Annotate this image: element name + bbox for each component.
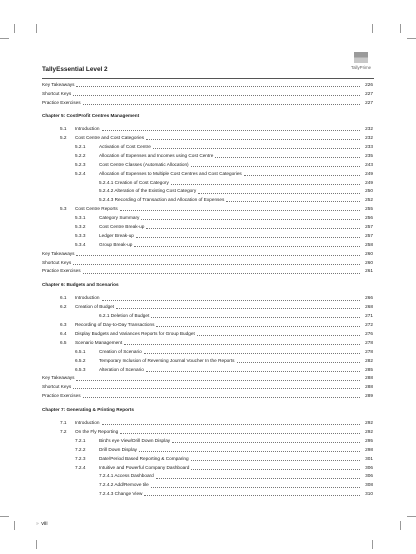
toc-entry-page: 272	[365, 322, 373, 328]
toc-entry	[42, 143, 373, 152]
toc-entry-number: 7.2.2	[75, 446, 86, 452]
toc-entry	[42, 161, 373, 170]
toc-entry-page: 235	[365, 152, 373, 158]
toc-entry	[42, 481, 373, 490]
toc-entry-page: 227	[365, 99, 373, 105]
dot-leader	[139, 451, 360, 452]
dot-leader	[197, 335, 360, 336]
toc-entry-page: 250	[365, 188, 373, 194]
toc-entry	[42, 81, 373, 90]
toc-entry	[42, 250, 373, 259]
toc-entry-title: Cost Centre Classes (Automatic Allocation)	[99, 161, 190, 170]
toc-entry-number: 5.3.3	[75, 232, 86, 238]
dot-leader	[83, 104, 360, 105]
toc-entry	[42, 125, 373, 134]
toc-entry	[42, 99, 373, 108]
dot-leader	[134, 246, 360, 247]
toc-entry	[42, 321, 373, 330]
toc-entry	[42, 392, 373, 401]
toc-entry-page: 292	[365, 429, 373, 435]
toc-entry	[42, 339, 373, 348]
toc-entry-title: Group Break-up	[99, 241, 133, 250]
crop-mark	[372, 540, 373, 549]
toc-entry-number: 5.2.4	[75, 170, 86, 176]
dot-leader	[73, 264, 360, 265]
toc-entry-page: 301	[365, 455, 373, 461]
toc-entry-title: Shortcut Keys	[42, 259, 72, 268]
toc-entry-number: 5.3.4	[75, 241, 86, 247]
toc-entry-page: 233	[365, 143, 373, 149]
toc-entry-title: 7.2.4.2 Add/Remove tile	[99, 481, 150, 490]
chevron-right-icon: »	[36, 521, 39, 527]
toc-entry-title: Practice Exercises	[42, 99, 82, 108]
toc-entry-title: 5.2.4.3 Recording of Transaction and Allocation of Expenses	[99, 196, 225, 205]
toc-entry	[42, 214, 373, 223]
toc-entry-number: 5.2	[60, 135, 67, 141]
toc-entry-number: 5.1	[60, 126, 67, 132]
table-of-contents	[42, 81, 373, 499]
toc-entry	[42, 419, 373, 428]
toc-entry	[42, 455, 373, 464]
toc-entry-page: 278	[365, 339, 373, 345]
toc-entry-number: 7.2	[60, 429, 67, 435]
toc-entry-title: Key Takeaways	[42, 374, 75, 383]
toc-entry-number: 6.5.3	[75, 366, 86, 372]
toc-entry-title: Key Takeaways	[42, 250, 75, 259]
crop-mark	[14, 521, 15, 530]
toc-entry-page: 289	[365, 393, 373, 399]
toc-entry-page: 232	[365, 135, 373, 141]
dot-leader	[153, 148, 360, 149]
toc-entry	[42, 357, 373, 366]
toc-entry-title: Cost Centre Break-up	[99, 223, 145, 232]
chapter-title: Chapter 7: Generating & Printing Reports	[42, 406, 135, 415]
toc-entry-page: 249	[365, 179, 373, 185]
logo-icon	[354, 52, 368, 63]
dot-leader	[215, 157, 360, 158]
toc-entry-number: 7.2.3	[75, 455, 86, 461]
toc-entry-number: 5.3.1	[75, 215, 86, 221]
toc-entry-title: Key Takeaways	[42, 81, 75, 90]
crop-mark	[14, 24, 15, 33]
toc-entry	[42, 437, 373, 446]
toc-entry-number: 6.5.1	[75, 348, 86, 354]
toc-entry-number: 5.3	[60, 206, 67, 212]
dot-leader	[151, 487, 360, 488]
dot-leader	[83, 397, 360, 398]
toc-entry-title: Display Budgets and Variances Reports for Group Budget	[75, 330, 196, 339]
dot-leader	[226, 201, 360, 202]
crop-mark	[36, 540, 37, 549]
dot-leader	[156, 326, 360, 327]
crop-mark	[372, 24, 373, 33]
toc-entry-page: 278	[365, 348, 373, 354]
dot-leader	[191, 166, 360, 167]
toc-entry	[42, 179, 373, 188]
book-title: TallyEssential Level 2	[42, 66, 108, 73]
dot-leader	[102, 424, 361, 425]
chapter-title: Chapter 5: Cost/Profit Centres Management	[42, 112, 140, 121]
dot-leader	[102, 130, 361, 131]
toc-entry-number: 6.3	[60, 322, 67, 328]
toc-entry-page: 226	[365, 82, 373, 87]
page-number: viii	[41, 521, 48, 527]
toc-entry-title: Temporary Inclusion of Reversing Journal Voucher In the Reports	[99, 357, 236, 366]
toc-entry-title: Alteration of Scenario	[99, 366, 145, 375]
dot-leader	[141, 219, 360, 220]
toc-entry	[42, 232, 373, 241]
toc-entry-title: Introduction	[75, 419, 101, 428]
toc-entry-page: 257	[365, 232, 373, 238]
toc-entry-page: 292	[365, 420, 373, 426]
toc-entry-title: Recording of Day-to-Day Transactions	[75, 321, 155, 330]
dot-leader	[237, 362, 361, 363]
toc-entry	[42, 490, 373, 499]
toc-entry-title: 7.2.4.1 Access Dashboard	[99, 472, 155, 481]
toc-entry-page: 243	[365, 161, 373, 167]
toc-entry-title: Creation of Scenario	[99, 348, 143, 357]
dot-leader	[144, 353, 360, 354]
dot-leader	[191, 469, 360, 470]
toc-entry-number: 7.2.4	[75, 464, 86, 470]
header-rule	[42, 78, 374, 79]
toc-entry-title: 6.2.1 Deletion of Budget	[99, 312, 150, 321]
dot-leader	[146, 139, 360, 140]
toc-entry-title: Shortcut Keys	[42, 90, 72, 99]
dot-leader	[73, 388, 360, 389]
toc-entry	[42, 152, 373, 161]
toc-entry-number: 6.5	[60, 339, 67, 345]
toc-entry-title: Practice Exercises	[42, 267, 82, 276]
crop-mark	[407, 516, 416, 517]
crop-mark	[36, 24, 37, 33]
chapter-title: Chapter 6: Budgets and Scenarios	[42, 281, 120, 290]
toc-entry-title: Cost Centre and Cost Categories	[75, 134, 145, 143]
dot-leader	[144, 495, 360, 496]
toc-entry-page: 268	[365, 304, 373, 310]
toc-entry-page: 282	[365, 357, 373, 363]
toc-entry-page: 255	[365, 206, 373, 212]
toc-entry	[42, 170, 373, 179]
tallyprime-logo	[348, 52, 374, 70]
toc-entry-title: Ledger Break-up	[99, 232, 135, 241]
toc-entry-title: Date/Period Based Reporting & Comparing	[99, 455, 190, 464]
toc-entry-title: Creation of Budget	[75, 303, 115, 312]
page-header	[42, 46, 374, 82]
toc-entry	[42, 312, 373, 321]
toc-entry	[42, 330, 373, 339]
crop-mark	[407, 38, 416, 39]
toc-entry	[42, 294, 373, 303]
toc-entry-title: Activation of Cost Centre	[99, 143, 152, 152]
toc-entry	[42, 366, 373, 375]
toc-entry-page: 249	[365, 170, 373, 176]
dot-leader	[136, 237, 360, 238]
toc-entry-title: Introduction	[75, 125, 101, 134]
toc-entry-page: 295	[365, 437, 373, 443]
crop-mark	[0, 516, 9, 517]
crop-mark	[400, 24, 401, 33]
chapter-heading	[42, 112, 373, 121]
toc-entry	[42, 90, 373, 99]
toc-entry	[42, 205, 373, 214]
toc-entry-title: Shortcut Keys	[42, 383, 72, 392]
toc-entry	[42, 259, 373, 268]
toc-entry-page: 232	[365, 126, 373, 132]
toc-entry-title: 5.2.4.1 Creation of Cost Category	[99, 179, 170, 188]
toc-entry-page: 306	[365, 473, 373, 479]
toc-entry-number: 5.2.2	[75, 152, 86, 158]
toc-entry-number: 7.1	[60, 420, 67, 426]
toc-entry-title: 7.2.4.3 Change View	[99, 490, 143, 499]
dot-leader	[124, 344, 360, 345]
toc-entry-number: 6.4	[60, 330, 67, 336]
toc-entry-title: Practice Exercises	[42, 392, 82, 401]
toc-entry-page: 310	[365, 491, 373, 497]
toc-entry-page: 288	[365, 384, 373, 390]
toc-entry-title: Scenario Management	[75, 339, 123, 348]
dot-leader	[73, 95, 360, 96]
toc-entry-page: 256	[365, 215, 373, 221]
toc-entry	[42, 428, 373, 437]
toc-entry-page: 258	[365, 241, 373, 247]
dot-leader	[171, 184, 360, 185]
chapter-heading	[42, 281, 373, 290]
toc-entry-number: 6.5.2	[75, 357, 86, 363]
toc-entry-title: Category Summary	[99, 214, 140, 223]
dot-leader	[146, 228, 360, 229]
dot-leader	[76, 86, 360, 87]
toc-entry-page: 261	[365, 268, 373, 274]
toc-entry-number: 5.3.2	[75, 223, 86, 229]
dot-leader	[76, 255, 360, 256]
toc-entry-title: Bird's eye View/Drill Down Display	[99, 437, 171, 446]
logo-text: TallyPrime	[350, 65, 372, 70]
toc-entry-page: 227	[365, 90, 373, 96]
toc-entry-page: 252	[365, 197, 373, 203]
toc-entry	[42, 374, 373, 383]
toc-entry	[42, 303, 373, 312]
toc-entry-number: 5.2.3	[75, 161, 86, 167]
toc-entry-page: 257	[365, 223, 373, 229]
toc-entry	[42, 267, 373, 276]
toc-entry-title: Allocation of Expenses to Multiple Cost Centres and Cost Categories	[99, 170, 243, 179]
toc-entry	[42, 134, 373, 143]
toc-entry-title: Allocation of Expenses and Incomes using Cost Centre	[99, 152, 214, 161]
toc-entry-title: Intuitive and Powerful Company Dashboard	[99, 464, 190, 473]
toc-entry-number: 5.2.1	[75, 143, 86, 149]
toc-entry-number: 6.2	[60, 304, 67, 310]
dot-leader	[102, 300, 361, 301]
toc-entry-title: Cost Centre Reports	[75, 205, 119, 214]
toc-entry-page: 266	[365, 295, 373, 301]
toc-entry-page: 271	[365, 313, 373, 319]
toc-entry-title: Drill Down Display	[99, 446, 138, 455]
toc-entry-title: 5.2.4.2 Alteration of the Existing Cost Category	[99, 187, 197, 196]
toc-entry-title: On the Fly Reporting	[75, 428, 119, 437]
dot-leader	[76, 380, 360, 381]
dot-leader	[116, 308, 360, 309]
toc-entry-page: 285	[365, 366, 373, 372]
toc-entry-number: 6.1	[60, 295, 67, 301]
toc-entry	[42, 223, 373, 232]
crop-mark	[0, 38, 9, 39]
dot-leader	[151, 317, 360, 318]
chapter-heading	[42, 406, 373, 415]
toc-entry	[42, 241, 373, 250]
dot-leader	[244, 175, 360, 176]
toc-entry-number: 7.2.1	[75, 437, 86, 443]
dot-leader	[191, 460, 360, 461]
dot-leader	[172, 442, 360, 443]
toc-entry-page: 308	[365, 482, 373, 488]
toc-entry-page: 260	[365, 250, 373, 256]
toc-entry-page: 298	[365, 446, 373, 452]
dot-leader	[120, 433, 360, 434]
toc-entry	[42, 464, 373, 473]
crop-mark	[400, 521, 401, 530]
toc-entry-page: 260	[365, 259, 373, 265]
dot-leader	[156, 478, 360, 479]
toc-entry	[42, 187, 373, 196]
toc-entry	[42, 446, 373, 455]
toc-entry	[42, 348, 373, 357]
toc-entry	[42, 472, 373, 481]
toc-entry-page: 288	[365, 375, 373, 381]
toc-entry	[42, 196, 373, 205]
dot-leader	[146, 371, 360, 372]
page-footer	[36, 521, 48, 527]
toc-entry-title: Introduction	[75, 294, 101, 303]
toc-entry-page: 306	[365, 464, 373, 470]
toc-entry-page: 276	[365, 330, 373, 336]
dot-leader	[83, 273, 360, 274]
dot-leader	[120, 210, 360, 211]
dot-leader	[198, 193, 360, 194]
toc-entry	[42, 383, 373, 392]
